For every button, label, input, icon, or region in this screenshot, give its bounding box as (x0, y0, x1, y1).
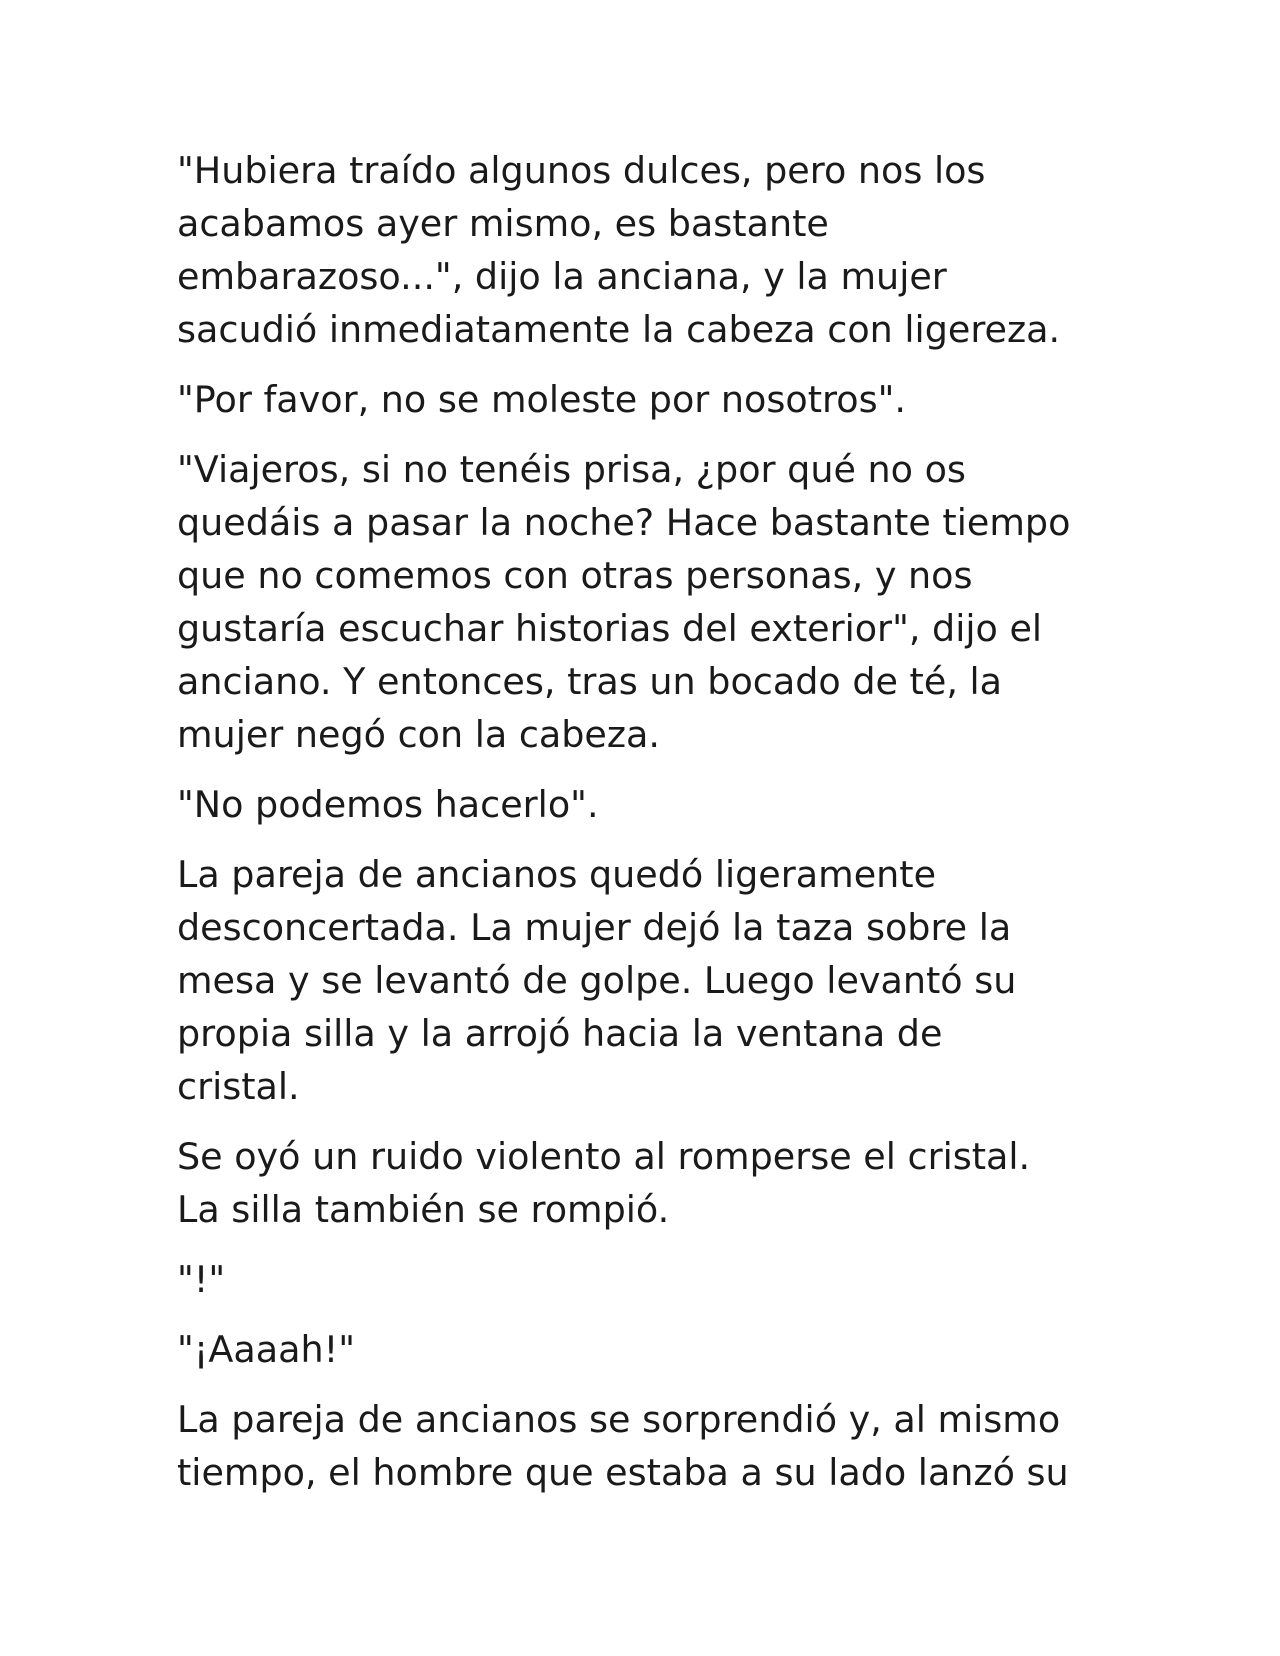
text-line: "Hubiera traído algunos dulces, pero nos los (177, 149, 986, 192)
text-line: "¡Aaaah!" (177, 1328, 356, 1371)
text-line: "!" (177, 1258, 226, 1301)
text-line: sacudió inmediatamente la cabeza con ligereza. (177, 308, 1061, 351)
text-line: La silla también se rompió. (177, 1188, 670, 1231)
paragraph (177, 1393, 1117, 1499)
text-line: anciano. Y entonces, tras un bocado de té, la (177, 660, 1003, 703)
paragraph (177, 373, 1117, 426)
text-line: La pareja de ancianos quedó ligeramente (177, 853, 937, 896)
text-line: cristal. (177, 1065, 300, 1108)
text-line: "Por favor, no se moleste por nosotros". (177, 378, 906, 421)
text-line: La pareja de ancianos se sorprendió y, al mismo (177, 1398, 1061, 1441)
text-line: Se oyó un ruido violento al romperse el cristal. (177, 1135, 1031, 1178)
text-line: acabamos ayer mismo, es bastante (177, 202, 829, 245)
text-line: "No podemos hacerlo". (177, 783, 599, 826)
text-line: que no comemos con otras personas, y nos (177, 554, 973, 597)
paragraph (177, 144, 1117, 356)
text-line: tiempo, el hombre que estaba a su lado lanzó su (177, 1451, 1069, 1494)
paragraph (177, 778, 1117, 831)
paragraph (177, 848, 1117, 1113)
paragraph (177, 1130, 1117, 1236)
paragraph (177, 443, 1117, 761)
text-line: mesa y se levantó de golpe. Luego levantó su (177, 959, 1017, 1002)
text-line: gustaría escuchar historias del exterior", dijo el (177, 607, 1043, 650)
document-page (177, 144, 1117, 1516)
text-line: mujer negó con la cabeza. (177, 713, 661, 756)
text-line: embarazoso...", dijo la anciana, y la mujer (177, 255, 947, 298)
text-line: "Viajeros, si no tenéis prisa, ¿por qué no os (177, 448, 966, 491)
paragraph (177, 1253, 1117, 1306)
paragraph (177, 1323, 1117, 1376)
text-line: quedáis a pasar la noche? Hace bastante tiempo (177, 501, 1071, 544)
text-line: propia silla y la arrojó hacia la ventana de (177, 1012, 943, 1055)
text-line: desconcertada. La mujer dejó la taza sobre la (177, 906, 1012, 949)
